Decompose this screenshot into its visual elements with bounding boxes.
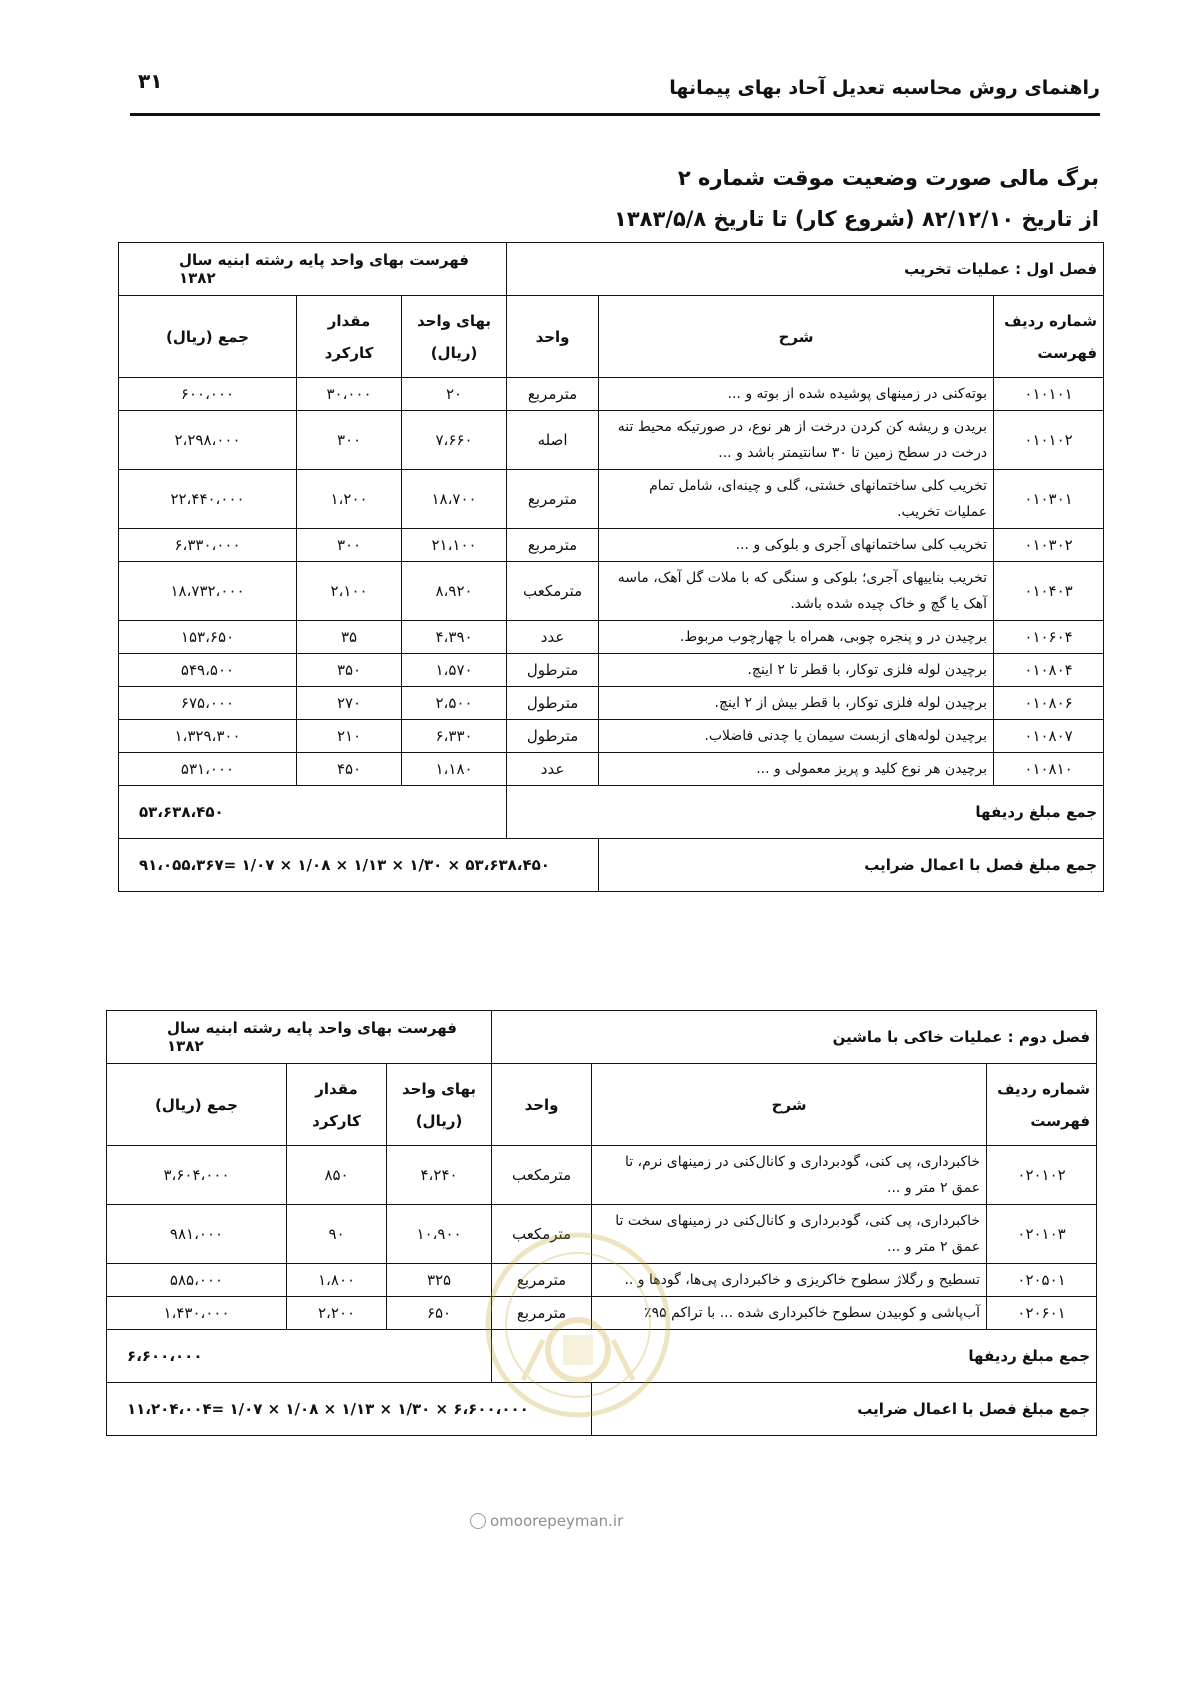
item-quantity: ۸۵۰ [287,1146,387,1205]
chapter-header-row [119,243,1104,296]
item-unit-price: ۱،۱۸۰ [402,753,507,786]
item-quantity: ۲۱۰ [297,720,402,753]
item-description: برچیدن در و پنجره چوبی، همراه با چهارچوب مربوط. [599,621,994,654]
price-list-title: فهرست بهای واحد پایه رشته ابنیه سال ۱۳۸۲ [119,243,507,296]
item-unit: اصله [507,411,599,470]
item-description: تخریب کلی ساختمانهای آجری و بلوکی و ... [599,529,994,562]
item-quantity: ۱،۸۰۰ [287,1264,387,1297]
column-header-row [107,1064,1097,1146]
item-quantity: ۲،۲۰۰ [287,1297,387,1330]
item-code: ۰۱۰۸۰۴ [994,654,1104,687]
item-unit: مترمربع [507,529,599,562]
item-total: ۵۴۹،۵۰۰ [119,654,297,687]
price-list-title: فهرست بهای واحد پایه رشته ابنیه سال ۱۳۸۲ [107,1011,492,1064]
item-description: تخریب بناییهای آجری؛ بلوکی و سنگی که با ملات گل آهک، ماسه آهک یا گچ و خاک چیده شده باشد. [599,562,994,621]
item-code: ۰۱۰۴۰۳ [994,562,1104,621]
col-header-qty: مقدار کارکرد [297,296,402,378]
item-description: آب‌پاشی و کوبیدن سطوح خاکبرداری شده ... با تراکم ۹۵٪ [592,1297,987,1330]
rows-sum-label: جمع مبلغ ردیفها [507,786,1104,839]
chapter-total-value: ۵۳،۶۳۸،۴۵۰ × ۱/۳۰ × ۱/۱۳ × ۱/۰۸ × ۱/۰۷ =۹۱،۰۵۵،۳۶۷ [119,839,599,892]
item-unit-price: ۳۲۵ [387,1264,492,1297]
table-row [119,529,1104,562]
item-code: ۰۱۰۸۱۰ [994,753,1104,786]
rows-sum-label: جمع مبلغ ردیفها [492,1330,1097,1383]
item-total: ۶۷۵،۰۰۰ [119,687,297,720]
table-row [107,1146,1097,1205]
item-unit-price: ۴،۳۹۰ [402,621,507,654]
item-description: بوته‌کنی در زمینهای پوشیده شده از بوته و ... [599,378,994,411]
item-description: تخریب کلی ساختمانهای خشتی، گلی و چینه‌ای، شامل تمام عملیات تخریب. [599,470,994,529]
table-row [119,562,1104,621]
item-code: ۰۲۰۵۰۱ [987,1264,1097,1297]
table-row [119,720,1104,753]
item-total: ۳،۶۰۴،۰۰۰ [107,1146,287,1205]
item-code: ۰۱۰۱۰۱ [994,378,1104,411]
col-header-unit: واحد [507,296,599,378]
item-unit-price: ۲۱،۱۰۰ [402,529,507,562]
item-unit-price: ۱۰،۹۰۰ [387,1205,492,1264]
header-rule [130,113,1100,116]
item-unit: مترمربع [507,378,599,411]
item-unit-price: ۷،۶۶۰ [402,411,507,470]
page-number: ۳۱ [138,69,163,93]
item-unit-price: ۶۵۰ [387,1297,492,1330]
item-quantity: ۴۵۰ [297,753,402,786]
item-quantity: ۳۵۰ [297,654,402,687]
item-total: ۲،۲۹۸،۰۰۰ [119,411,297,470]
item-code: ۰۱۰۸۰۷ [994,720,1104,753]
col-header-unit: واحد [492,1064,592,1146]
col-header-total: جمع (ریال) [119,296,297,378]
item-unit: مترمکعب [492,1205,592,1264]
item-unit: مترمکعب [507,562,599,621]
item-total: ۲۲،۴۴۰،۰۰۰ [119,470,297,529]
chapter-total-value: ۶،۶۰۰،۰۰۰ × ۱/۳۰ × ۱/۱۳ × ۱/۰۸ × ۱/۰۷ =۱۱،۲۰۴،۰۰۴ [107,1383,592,1436]
item-total: ۵۸۵،۰۰۰ [107,1264,287,1297]
rows-sum-value: ۶،۶۰۰،۰۰۰ [107,1330,492,1383]
chapter-total-row [119,839,1104,892]
item-total: ۵۳۱،۰۰۰ [119,753,297,786]
item-code: ۰۱۰۳۰۱ [994,470,1104,529]
document-title: برگ مالی صورت وضعیت موقت شماره ۲ [677,166,1099,190]
item-description: برچیدن لوله‌های ازبست سیمان یا چدنی فاضلاب. [599,720,994,753]
col-header-total: جمع (ریال) [107,1064,287,1146]
watermark-seal [483,1230,673,1420]
item-description: برچیدن هر نوع کلید و پریز معمولی و ... [599,753,994,786]
chapter-total-label: جمع مبلغ فصل با اعمال ضرایب [599,839,1104,892]
col-header-qty: مقدار کارکرد [287,1064,387,1146]
item-total: ۱۵۳،۶۵۰ [119,621,297,654]
item-code: ۰۲۰۶۰۱ [987,1297,1097,1330]
item-unit: مترطول [507,654,599,687]
item-unit-price: ۸،۹۲۰ [402,562,507,621]
chapter-title: فصل اول : عملیات تخریب [507,243,1104,296]
item-unit: مترطول [507,687,599,720]
item-unit-price: ۱۸،۷۰۰ [402,470,507,529]
item-quantity: ۹۰ [287,1205,387,1264]
item-code: ۰۱۰۸۰۶ [994,687,1104,720]
column-header-row [119,296,1104,378]
website-watermark: omoorepeyman.ir [470,1512,623,1530]
item-description: تسطیح و رگلاژ سطوح خاکریزی و خاکبرداری پی‌ها، گودها و .. [592,1264,987,1297]
item-code: ۰۱۰۳۰۲ [994,529,1104,562]
table-row [119,378,1104,411]
chapter-1-items [119,378,1104,786]
table-row [119,753,1104,786]
item-description: خاکبرداری، پی کنی، گودبرداری و کانال‌کنی در زمینهای نرم، تا عمق ۲ متر و ... [592,1146,987,1205]
item-quantity: ۳۰۰ [297,529,402,562]
table-row [119,470,1104,529]
item-code: ۰۱۰۱۰۲ [994,411,1104,470]
item-total: ۹۸۱،۰۰۰ [107,1205,287,1264]
rows-sum-row [119,786,1104,839]
col-header-desc: شرح [592,1064,987,1146]
item-total: ۶۰۰،۰۰۰ [119,378,297,411]
scales-icon [563,1335,593,1365]
item-quantity: ۳۰،۰۰۰ [297,378,402,411]
item-unit-price: ۶،۳۳۰ [402,720,507,753]
item-description: برچیدن لوله فلزی توکار، با قطر بیش از ۲ اینچ. [599,687,994,720]
item-unit-price: ۲،۵۰۰ [402,687,507,720]
at-sign-icon [470,1513,486,1529]
item-unit: مترمربع [492,1264,592,1297]
col-header-price: بهای واحد (ریال) [387,1064,492,1146]
col-header-price: بهای واحد (ریال) [402,296,507,378]
item-unit: مترمربع [507,470,599,529]
item-quantity: ۳۵ [297,621,402,654]
chapter-title: فصل دوم : عملیات خاکی با ماشین [492,1011,1097,1064]
item-unit: مترمکعب [492,1146,592,1205]
item-total: ۱،۴۳۰،۰۰۰ [107,1297,287,1330]
item-code: ۰۱۰۶۰۴ [994,621,1104,654]
item-total: ۱،۳۲۹،۳۰۰ [119,720,297,753]
table-row [119,687,1104,720]
item-description: خاکبرداری، پی کنی، گودبرداری و کانال‌کنی در زمینهای سخت تا عمق ۲ متر و ... [592,1205,987,1264]
col-header-code: شماره ردیف فهرست [994,296,1104,378]
item-unit-price: ۴،۲۴۰ [387,1146,492,1205]
chapter-total-label: جمع مبلغ فصل با اعمال ضرایب [592,1383,1097,1436]
item-code: ۰۲۰۱۰۲ [987,1146,1097,1205]
item-unit-price: ۱،۵۷۰ [402,654,507,687]
item-code: ۰۲۰۱۰۳ [987,1205,1097,1264]
document-date-range: از تاریخ ۸۲/۱۲/۱۰ (شروع کار) تا تاریخ ۱۳۸۳/۵/۸ [614,207,1099,231]
col-header-code: شماره ردیف فهرست [987,1064,1097,1146]
table-row [119,621,1104,654]
running-header [130,65,1100,105]
col-header-desc: شرح [599,296,994,378]
item-quantity: ۲،۱۰۰ [297,562,402,621]
table-row [119,411,1104,470]
item-unit-price: ۲۰ [402,378,507,411]
chapter-header-row [107,1011,1097,1064]
item-unit: مترمربع [492,1297,592,1330]
item-description: برچیدن لوله فلزی توکار، با قطر تا ۲ اینچ. [599,654,994,687]
item-total: ۶،۳۳۰،۰۰۰ [119,529,297,562]
rows-sum-value: ۵۳،۶۳۸،۴۵۰ [119,786,507,839]
item-unit: عدد [507,753,599,786]
item-quantity: ۳۰۰ [297,411,402,470]
item-quantity: ۲۷۰ [297,687,402,720]
item-total: ۱۸،۷۳۲،۰۰۰ [119,562,297,621]
item-description: بریدن و ریشه کن کردن درخت از هر نوع، در صورتیکه محیط تنه درخت در سطح زمین تا ۳۰ سانتیمتر باشد و ... [599,411,994,470]
running-header-title: راهنمای روش محاسبه تعدیل آحاد بهای پیمانها [669,77,1100,99]
item-unit: عدد [507,621,599,654]
chapter-1-table [118,242,1104,892]
item-unit: مترطول [507,720,599,753]
item-quantity: ۱،۲۰۰ [297,470,402,529]
table-row [119,654,1104,687]
